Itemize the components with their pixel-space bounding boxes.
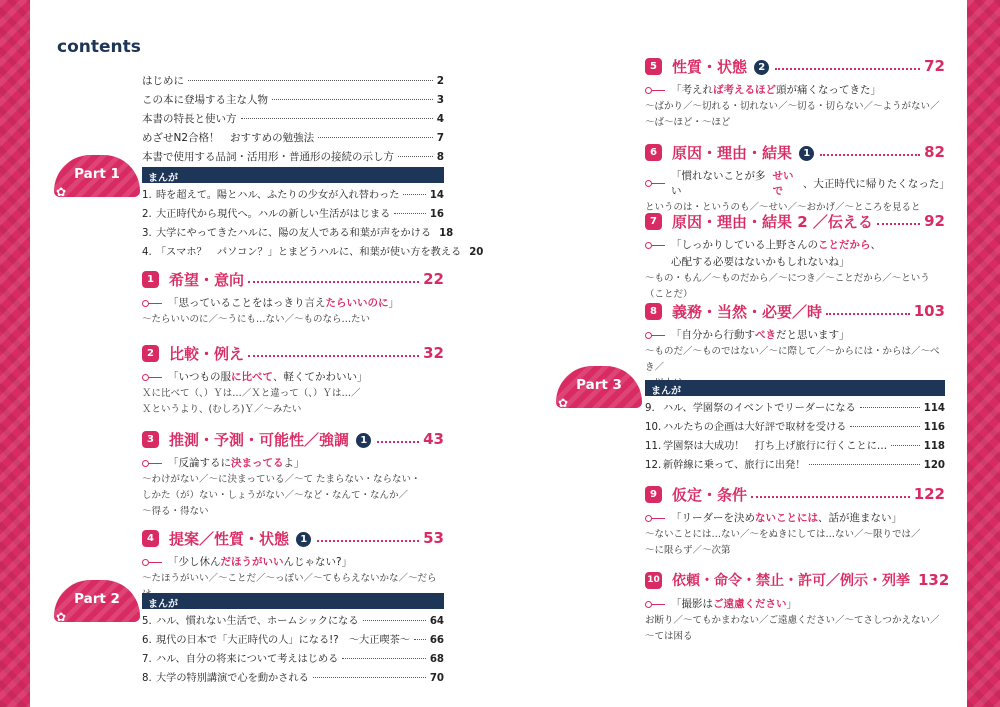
list-item[interactable]: 6. 現代の日本で「大正時代の人」になる!? ～大正喫茶～ 66 — [142, 635, 444, 646]
key-icon — [142, 558, 162, 566]
left-page-edge-pattern — [0, 0, 30, 707]
list-item[interactable]: 9. ハル、学園祭のイベントでリーダーになる 114 — [645, 403, 945, 414]
key-icon — [645, 179, 665, 187]
chapter-6[interactable]: 6 原因・理由・結果 1 82 「慣れないことが多い せいで 、大正時代に帰りたくなった」 というのは・というのも／～せい／～おかげ／～ところを見ると — [645, 143, 950, 213]
chapter-3[interactable]: 3 推測・予測・可能性／強調 1 43 「反論するに 決まってる よ」 ～わけがない／～に決まっている／～て たまらない・ならない・ しかた（が）ない・しょうがない／～など・なんて・なんか／ ～得る・得ない — [142, 430, 444, 517]
key-icon — [142, 373, 162, 381]
key-icon — [645, 86, 665, 94]
manga-list-part3 — [645, 399, 945, 475]
key-icon — [142, 459, 162, 467]
list-item[interactable]: はじめに 2 — [142, 75, 444, 87]
list-item[interactable]: 7. ハル、自分の将来について考えはじめる 68 — [142, 654, 444, 665]
list-item[interactable]: 1. 時を超えて。陽とハル、ふたりの少女が入れ替わった 14 — [142, 190, 444, 201]
page-title: contents — [57, 37, 141, 57]
manga-header-part3: まんが — [645, 380, 945, 396]
key-icon — [645, 514, 665, 522]
chapter-7[interactable]: 7 原因・理由・結果 2 ／伝える 92 「しっかりしている上野さんの ことだから 、 心配する必要はないかもしれないね」 ～もの・もん／～ものだから／～につき／～ことだから／～という（ことだ） — [645, 212, 945, 300]
part-2-badge: Part 2 ✿ — [54, 580, 140, 622]
list-item[interactable]: 10. ハルたちの企画は大好評で取材を受ける 116 — [645, 422, 945, 433]
list-item[interactable]: 8. 大学の特別講演で心を動かされる 70 — [142, 673, 444, 684]
list-item[interactable]: 5. ハル、慣れない生活で、ホームシックになる 64 — [142, 616, 444, 627]
list-item[interactable]: 2. 大正時代から現代へ。ハルの新しい生活がはじまる 16 — [142, 209, 444, 220]
list-item[interactable]: 本書の特長と使い方 4 — [142, 113, 444, 125]
list-item[interactable]: 4. 「スマホ？ パソコン？」とまどうハルに、和葉が使い方を教える 20 — [142, 247, 484, 258]
key-icon — [645, 331, 665, 339]
chapter-9[interactable]: 9 仮定・条件 122 「リーダーを決め ないことには 、話が進まない」 ～ないことには…ない／～をぬきにしては…ない／～限りでは／ ～に限らず／～次第 — [645, 485, 945, 556]
list-item[interactable]: 12. 新幹線に乗って、旅行に出発！ 120 — [645, 460, 945, 471]
list-item[interactable]: めざせN2合格！ おすすめの勉強法 7 — [142, 132, 444, 144]
chapter-2[interactable]: 2 比較・例え 32 「いつもの服 に比べて 、軽くてかわいい」 Ｘに比べて（、）Ｙは…／Ｘと違って（、）Ｙは…／ Ｘというより、(むしろ)Ｙ／～みたい — [142, 344, 444, 415]
part-3-badge: Part 3 ✿ — [556, 366, 642, 408]
chapter-10[interactable]: 10 依頼・命令・禁止・許可／例示・列挙 132 「撮影は ご遠慮ください 」 お断り／～てもかまわない／ご遠慮ください／～てさしつかえない／ ～ては困る — [645, 571, 950, 642]
list-item[interactable]: 本書で使用する品詞・活用形・普通形の接続の示し方 8 — [142, 151, 444, 163]
flower-icon: ✿ — [56, 185, 67, 199]
manga-list-part1 — [142, 186, 484, 262]
flower-icon: ✿ — [56, 610, 67, 624]
key-icon — [142, 299, 162, 307]
flower-icon: ✿ — [558, 396, 569, 410]
manga-header-part1: まんが — [142, 167, 444, 183]
manga-header-part2: まんが — [142, 593, 444, 609]
chapter-5[interactable]: 5 性質・状態 2 72 「考えれ ば考えるほど 頭が痛くなってきた」 ～ばかり／～切れる・切れない／～切る・切らない／～ようがない／ ～ば～ほど・～ほど — [645, 57, 945, 128]
chapter-8[interactable]: 8 義務・当然・必要／時 103 「自分から行動す べき だと思います」 ～ものだ／～ものではない／～に際して／～からには・からは／～べき／ — [645, 302, 945, 373]
key-icon — [645, 600, 665, 608]
chapter-1[interactable]: 1 希望・意向 22 「思っていることをはっきり言え たらいいのに 」 ～たらいいのに／～うにも…ない／～ものなら…たい — [142, 270, 444, 325]
list-item[interactable]: 3. 大学にやってきたハルに、陽の友人である和葉が声をかける 18 — [142, 228, 454, 239]
manga-list-part2 — [142, 612, 444, 688]
right-page-edge-pattern — [967, 0, 1000, 707]
list-item[interactable]: 11. 学園祭は大成功！ 打ち上げ旅行に行くことに… 118 — [645, 441, 945, 452]
part-1-badge: Part 1 ✿ — [54, 155, 140, 197]
key-icon — [645, 241, 665, 249]
chapter-4[interactable]: 4 提案／性質・状態 1 53 「少し休ん だほうがいい んじゃない?」 ～たほうがいい／～ことだ／～っぽい／～てもらえないかな／～だら — [142, 529, 444, 584]
list-item[interactable]: この本に登場する主な人物 3 — [142, 94, 444, 106]
intro-list — [142, 72, 444, 167]
